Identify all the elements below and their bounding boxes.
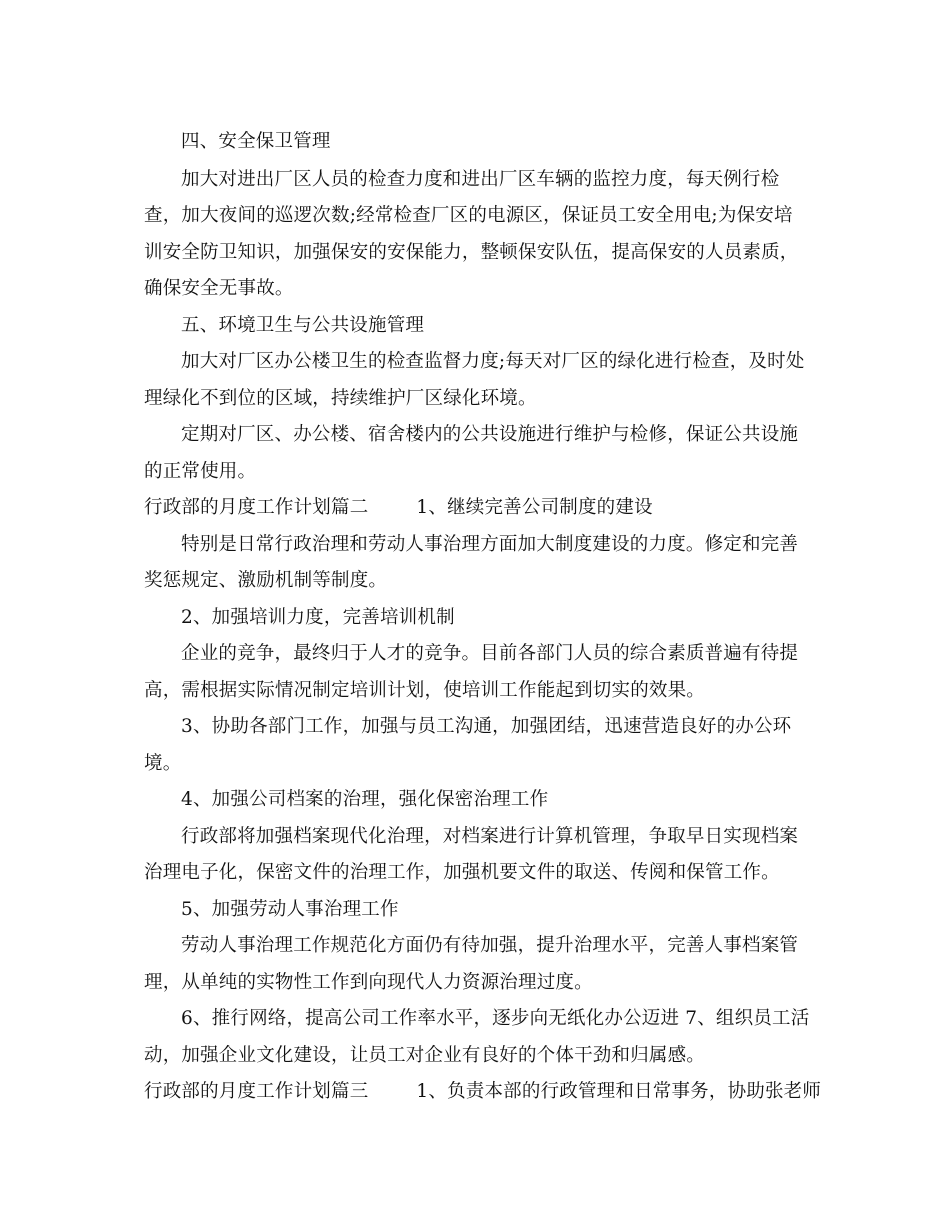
section-heading: 五、环境卫生与公共设施管理 [181, 315, 425, 336]
paragraph-line: 查，加大夜间的巡逻次数;经常检查厂区的电源区，保证员工安全用电;为保安培 [144, 205, 793, 226]
item-heading: 5、加强劳动人事治理工作 [181, 899, 399, 920]
paragraph-line: 理绿化不到位的区域，持续维护厂区绿化环境。 [144, 388, 537, 409]
section-heading: 四、安全保卫管理 [181, 131, 331, 152]
paragraph-line: 劳动人事治理工作规范化方面仍有待加强，提升治理水平，完善人事档案管 [181, 935, 799, 956]
paragraph-line: 动，加强企业文化建设，让员工对企业有良好的个体干劲和归属感。 [144, 1045, 706, 1066]
item-heading: 4、加强公司档案的治理，强化保密治理工作 [181, 789, 549, 810]
paragraph-line: 行政部将加强档案现代化治理，对档案进行计算机管理，争取早日实现档案 [181, 826, 799, 847]
item-heading: 2、加强培训力度，完善培训机制 [181, 607, 455, 628]
item-heading: 1、继续完善公司制度的建设 [416, 497, 653, 518]
paragraph-line: 境。 [144, 753, 182, 774]
plan-title: 行政部的月度工作计划篇三 [144, 1081, 369, 1102]
paragraph-line: 奖惩规定、激励机制等制度。 [144, 570, 388, 591]
paragraph-line: 定期对厂区、办公楼、宿舍楼内的公共设施进行维护与检修，保证公共设施 [181, 424, 799, 445]
plan-title-line [144, 496, 653, 520]
paragraph-line: 3、协助各部门工作，加强与员工沟通，加强团结，迅速营造良好的办公环 [181, 716, 792, 737]
item-heading: 1、负责本部的行政管理和日常事务，协助张老师 [416, 1081, 822, 1102]
paragraph-line: 企业的竞争，最终归于人才的竞争。目前各部门人员的综合素质普遍有待提 [181, 643, 799, 664]
paragraph-line: 训安全防卫知识，加强保安的安保能力，整顿保安队伍，提高保安的人员素质， [144, 242, 799, 263]
paragraph-line: 理，从单纯的实物性工作到向现代人力资源治理过度。 [144, 972, 593, 993]
paragraph-line: 特别是日常行政治理和劳动人事治理方面加大制度建设的力度。修定和完善 [181, 534, 799, 555]
paragraph-line: 高，需根据实际情况制定培训计划，使培训工作能起到切实的效果。 [144, 680, 706, 701]
plan-title: 行政部的月度工作计划篇二 [144, 497, 369, 518]
paragraph-line: 确保安全无事故。 [144, 278, 294, 299]
plan-title-line [144, 1080, 821, 1104]
paragraph-line: 6、推行网络，提高公司工作率水平，逐步向无纸化办公迈进 7、组织员工活 [181, 1008, 810, 1029]
paragraph-line: 治理电子化，保密文件的治理工作，加强机要文件的取送、传阅和保管工作。 [144, 862, 780, 883]
paragraph-line: 的正常使用。 [144, 461, 257, 482]
paragraph-line: 加大对进出厂区人员的检查力度和进出厂区车辆的监控力度，每天例行检 [181, 169, 780, 190]
paragraph-line: 加大对厂区办公楼卫生的检查监督力度;每天对厂区的绿化进行检查，及时处 [181, 351, 805, 372]
